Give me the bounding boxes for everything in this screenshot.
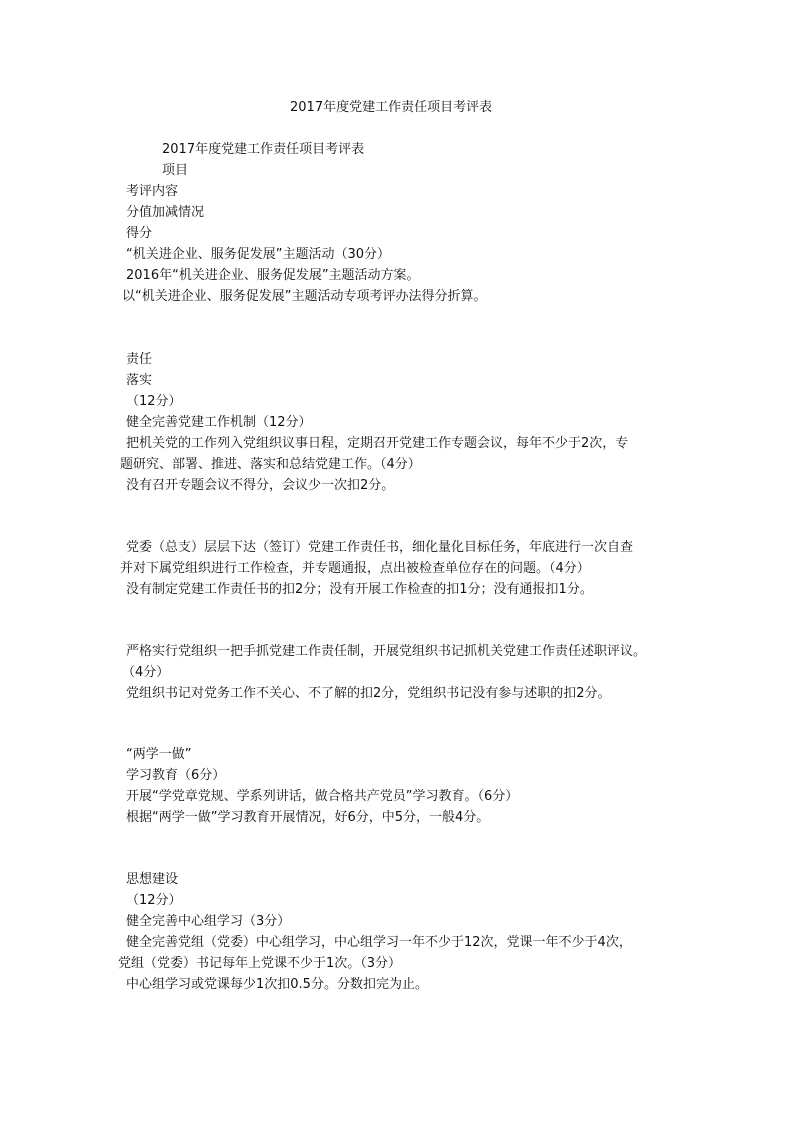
section4-name-line1: 思想建设 bbox=[126, 872, 179, 887]
section1-scoring: 以“机关进企业、服务促发展”主题活动专项考评办法得分折算。 bbox=[122, 289, 487, 304]
section2-subtitle: 健全完善党建工作机制（12分） bbox=[126, 415, 312, 430]
section2-name-line3: （12分） bbox=[126, 394, 182, 409]
section4-item1-line2: 党组（党委）书记每年上党课不少于1次。（3分） bbox=[118, 956, 402, 971]
section4-name-line2: （12分） bbox=[126, 893, 182, 908]
header-item: 项目 bbox=[162, 163, 189, 178]
section4-item1-scoring: 中心组学习或党课每少1次扣0.5分。分数扣完为止。 bbox=[126, 977, 428, 992]
header-content: 考评内容 bbox=[126, 184, 179, 199]
section1-name: “机关进企业、服务促发展”主题活动（30分） bbox=[126, 247, 391, 262]
section1-content: 2016年“机关进企业、服务促发展”主题活动方案。 bbox=[126, 268, 420, 283]
section2-item3-line2: （4分） bbox=[122, 665, 170, 680]
table-title: 2017年度党建工作责任项目考评表 bbox=[162, 142, 365, 157]
section2-item3-scoring: 党组织书记对党务工作不关心、不了解的扣2分，党组织书记没有参与述职的扣2分。 bbox=[126, 686, 611, 701]
section3-name-line1: “两学一做” bbox=[126, 747, 192, 762]
section2-item1-line2: 题研究、部署、推进、落实和总结党建工作。（4分） bbox=[120, 457, 421, 472]
section2-name-line2: 落实 bbox=[126, 373, 153, 388]
section3-scoring: 根据“两学一做”学习教育开展情况，好6分，中5分，一般4分。 bbox=[126, 810, 490, 825]
section2-item1-line1: 把机关党的工作列入党组织议事日程，定期召开党建工作专题会议，每年不少于2次，专 bbox=[126, 436, 629, 451]
document-title: 2017年度党建工作责任项目考评表 bbox=[290, 100, 493, 115]
section3-name-line2: 学习教育（6分） bbox=[126, 768, 226, 783]
section4-item1-line1: 健全完善党组（党委）中心组学习，中心组学习一年不少于12次，党课一年不少于4次， bbox=[126, 935, 632, 950]
section4-subtitle: 健全完善中心组学习（3分） bbox=[126, 914, 291, 929]
header-score: 得分 bbox=[126, 226, 153, 241]
section2-item3-line1: 严格实行党组织一把手抓党建工作责任制，开展党组织书记抓机关党建工作责任述职评议。 bbox=[126, 644, 647, 659]
section3-content: 开展“学党章党规、学系列讲话，做合格共产党员”学习教育。（6分） bbox=[126, 789, 519, 804]
section2-item2-line1: 党委（总支）层层下达（签订）党建工作责任书，细化量化目标任务，年底进行一次自查 bbox=[126, 540, 634, 555]
section2-name-line1: 责任 bbox=[126, 352, 153, 367]
section2-item2-scoring: 没有制定党建工作责任书的扣2分；没有开展工作检查的扣1分；没有通报扣1分。 bbox=[126, 582, 593, 597]
section2-item2-line2: 并对下属党组织进行工作检查，并专题通报，点出被检查单位存在的问题。（4分） bbox=[120, 561, 590, 576]
section2-item1-scoring: 没有召开专题会议不得分，会议少一次扣2分。 bbox=[126, 478, 395, 493]
header-score-adjust: 分值加减情况 bbox=[126, 205, 205, 220]
